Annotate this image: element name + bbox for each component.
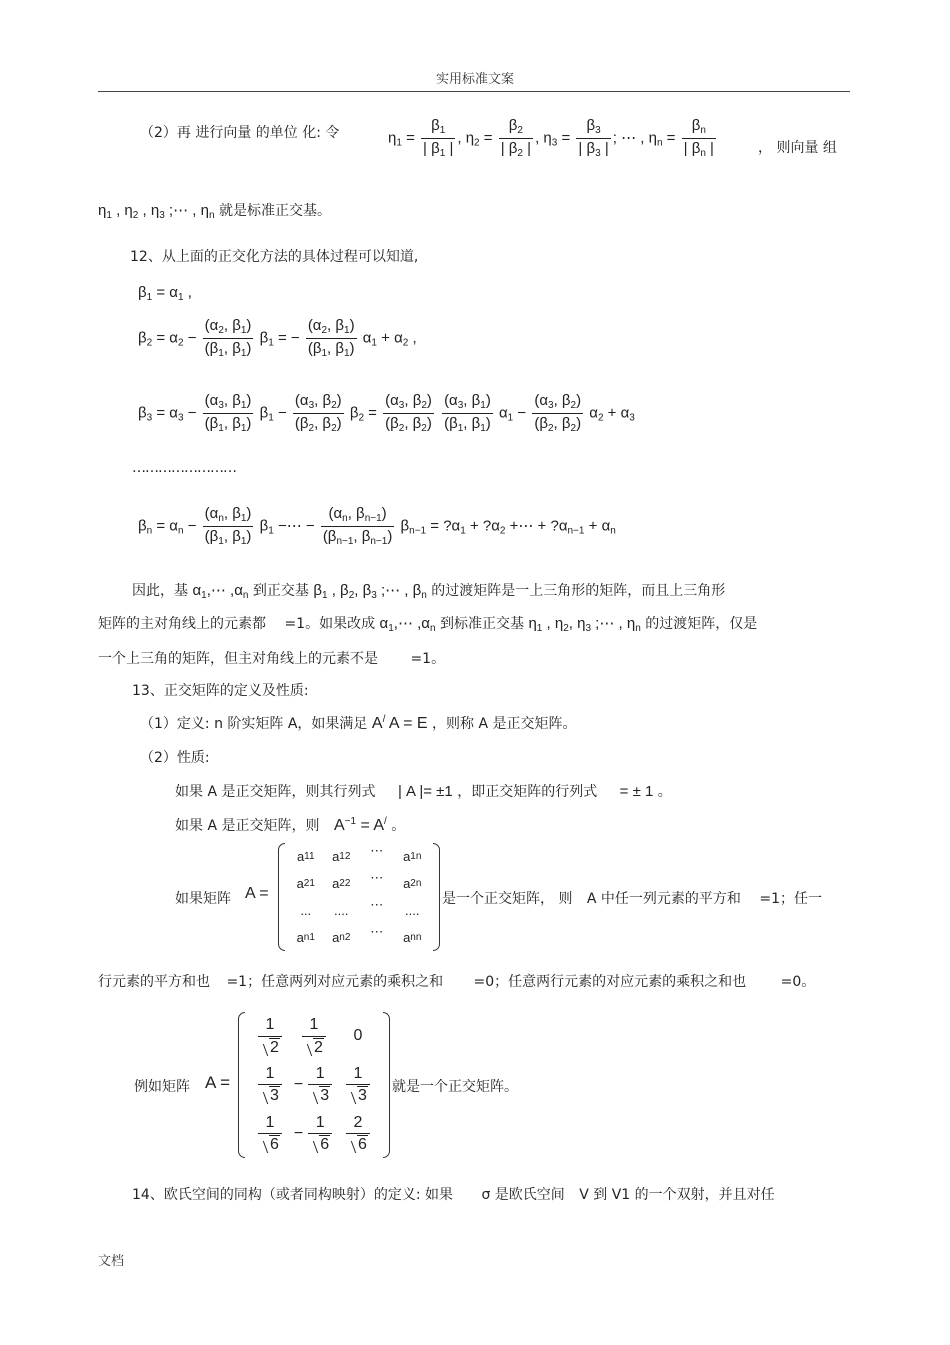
para3-a: 一个上三角的矩阵，但主对角线上的元素不是 [98, 651, 378, 667]
transition-para-2: 矩阵的主对角线上的元素都 =1。如果改成 $\alpha_1,\cdots$ $,\alpha_n$ 到标准正交基 $\eta_1$ , $\eta_2$, $\eta_3$ ;⋯ , $\eta_n$ 的过渡矩阵，仅是 [98, 615, 758, 634]
para3-b: =1。 [410, 651, 446, 667]
para2-b: =1。如果改成 [284, 616, 376, 632]
para2-d: 的过渡矩阵，仅是 [645, 616, 758, 632]
prop4-a: 行元素的平方和也 [98, 974, 210, 990]
property-inverse: 如果 A 是正交矩阵，则 $A^{-1} = A^/$ 。 [175, 816, 406, 834]
example-left-bracket [238, 1012, 245, 1158]
eta-formula: $\eta_1$ = $\frac{\beta_1}{| \beta_1 |}$ , $\eta_2$ = $\frac{\beta_2}{| \beta_2 |}$ , $\eta_3$ = $\frac{\beta_3}{| \beta_3 |}$ ; ⋯ , $\eta_n$ = $\frac{\beta_n}{| \beta_n |}$ [388, 117, 714, 159]
transition-para-1: 因此，基 $\alpha_1,\cdots$ $,\alpha_n$ 到正交基 $\beta_1$ , $\beta_2$, $\beta_3$ ;⋯ , $\beta_n$ 的过渡矩阵是一上三角形的矩阵，而且上三角形 [132, 582, 726, 601]
general-matrix [278, 843, 440, 951]
matrix-cell: ... [300, 903, 312, 918]
prop3-d: =1；任一 [759, 891, 823, 907]
para1-c: 的过渡矩阵是一上三角形的矩阵，而且上三角形 [431, 583, 726, 599]
prop4-b: =1；任意两列对应元素的乘积之和 [226, 974, 444, 990]
s14-c: V 到 V1 的一个双射，并且对任 [579, 1187, 775, 1203]
normalize-tail: ， 则向量 组 [758, 140, 837, 156]
matrix-cell: a 22 [332, 876, 351, 891]
definition-b: ，则称 A 是正交矩阵。 [432, 716, 577, 732]
example-lhs: A = [205, 1073, 231, 1092]
prop4-c: =0；任意两行元素的对应元素的乘积之和也 [473, 974, 747, 990]
matrix-cell: .... [405, 903, 420, 918]
matrix-cell: ⋯ [370, 843, 384, 858]
beta3-formula: $\beta_3 = \alpha_3$ − $\frac{(\alpha_3, \beta_1)}{(\beta_1, \beta_1)}$ $\beta_1$ − $\frac{(\alpha_3, \beta_2)}{(\beta_2, \beta_2)}$ $\beta_2$ = $\frac{(\alpha_3, \beta_2)}{(\beta_2, \beta_2)}$ $\frac{(\alpha_3, \beta_1)}{(\beta_1, \beta_1)}$ $\alpha_1$ − $\frac{(\alpha_3, \beta_2)}{(\beta_2, \beta_2)}$ $\alpha_2 + \alpha_3$ [138, 392, 635, 434]
eta-list-text: 就是标准正交基。 [218, 203, 331, 219]
example-right-bracket [383, 1012, 390, 1158]
para1-a: 因此，基 [132, 583, 188, 599]
section-12-heading: 12、从上面的正交化方法的具体过程可以知道, [130, 249, 419, 265]
matrix-a-lhs: A = [245, 885, 269, 902]
prop3-c: A 中任一列元素的平方和 [586, 891, 741, 907]
page-footer: 文档 [98, 1254, 125, 1269]
example-cell: $\frac{1}{6}$ [248, 1109, 292, 1158]
example-cell: − $\frac{1}{3}$ [292, 1061, 336, 1110]
prop3-b: 是一个正交矩阵， 则 [442, 891, 573, 907]
example-cell: $\frac{1}{3}$ [248, 1061, 292, 1110]
example-cell: $\frac{1}{2}$ [248, 1012, 292, 1061]
example-tail: 就是一个正交矩阵。 [392, 1079, 518, 1095]
section-13-heading: 13、正交矩阵的定义及性质: [132, 683, 309, 699]
matrix-cell: a n2 [332, 930, 351, 945]
definition-a: （1）定义: n 阶实矩阵 A，如果满足 [140, 716, 368, 732]
prop1-a: 如果 A 是正交矩阵，则其行列式 [175, 784, 376, 800]
matrix-cell: ⋯ [370, 870, 384, 885]
matrix-cell: ⋯ [370, 924, 384, 939]
prop4-d: =0。 [780, 974, 816, 990]
ellipsis-dots: …………………… [132, 460, 236, 476]
left-bracket [278, 843, 285, 951]
matrix-property-line-2 [98, 971, 815, 991]
matrix-property-line [442, 888, 822, 908]
example-cell: $\frac{1}{2}$ [292, 1012, 336, 1061]
section-14-line [132, 1184, 775, 1204]
para1-b: 到正交基 [252, 583, 309, 599]
prop1-b: ，即正交矩阵的行列式 [457, 784, 598, 800]
right-bracket [433, 843, 440, 951]
s14-b: σ 是欧氏空间 [481, 1187, 565, 1203]
matrix-cells [288, 843, 430, 951]
matrix-cell: a 21 [296, 876, 315, 891]
matrix-cell: a 1n [403, 849, 422, 864]
s14-a: 14、欧氏空间的同构（或者同构映射）的定义: 如果 [132, 1187, 453, 1203]
para2-c: 到标准正交基 [439, 616, 524, 632]
page-header: 实用标准文案 [435, 72, 514, 87]
prop2-b: 。 [391, 818, 406, 834]
beta1-formula: $\beta_1 = \alpha_1$ , [138, 284, 192, 303]
example-cell: 0 [353, 1027, 363, 1045]
eta-list-line: $\eta_1$ , $\eta_2$ , $\eta_3$ ;⋯ , $\eta_n$ 就是标准正交基。 [98, 202, 331, 221]
matrix-cell: a nn [403, 930, 422, 945]
example-label: 例如矩阵 [134, 1079, 190, 1095]
matrix-cell: ⋯ [370, 897, 384, 912]
matrix-cell: a 11 [296, 849, 315, 864]
prop1-c: 。 [657, 784, 672, 800]
normalize-line [140, 122, 339, 142]
betan-formula: $\beta_n = \alpha_n$ − $\frac{(\alpha_n, \beta_1)}{(\beta_1, \beta_1)}$ $\beta_1$ −⋯ − $\frac{(\alpha_n, \beta_{n-1})}{(\beta_{n-1}, \beta_{n-1})}$ $\beta_{n-1}$ = $?\alpha_1$ + $?\alpha_2$ +⋯ + $?\alpha_{n-1} + \alpha_n$ [138, 505, 616, 547]
transition-para-3 [98, 648, 445, 668]
para2-a: 矩阵的主对角线上的元素都 [98, 616, 266, 632]
prop2-a: 如果 A 是正交矩阵，则 [175, 818, 320, 834]
matrix-cell: a 2n [403, 876, 422, 891]
normalize-text: （2）再 进行向量 的单位 化: 令 [140, 125, 340, 141]
example-cell: − $\frac{1}{6}$ [292, 1109, 336, 1158]
example-cell: $\frac{2}{6}$ [336, 1109, 380, 1158]
header-rule [98, 91, 850, 92]
properties-heading: （2）性质: [140, 750, 210, 766]
matrix-cell: .... [334, 903, 349, 918]
matrix-cell: a n1 [296, 930, 315, 945]
property-det: 如果 A 是正交矩阵，则其行列式 | A |= ±1 ，即正交矩阵的行列式 = ± 1 。 [175, 783, 672, 800]
example-cells [248, 1012, 380, 1158]
example-cell: $\frac{1}{3}$ [336, 1061, 380, 1110]
matrix-cell: a 12 [332, 849, 351, 864]
orthogonal-definition: （1）定义: n 阶实矩阵 A，如果满足 A/ A = E ，则称 A 是正交矩阵。 [140, 714, 577, 732]
beta2-formula: $\beta_2 = \alpha_2$ − $\frac{(\alpha_2, \beta_1)}{(\beta_1, \beta_1)}$ $\beta_1$ = − $\frac{(\alpha_2, \beta_1)}{(\beta_1, \beta_1)}$ $\alpha_1 + \alpha_2$ , [138, 317, 417, 359]
example-matrix [238, 1012, 390, 1158]
matrix-if-label: 如果矩阵 [175, 891, 231, 907]
